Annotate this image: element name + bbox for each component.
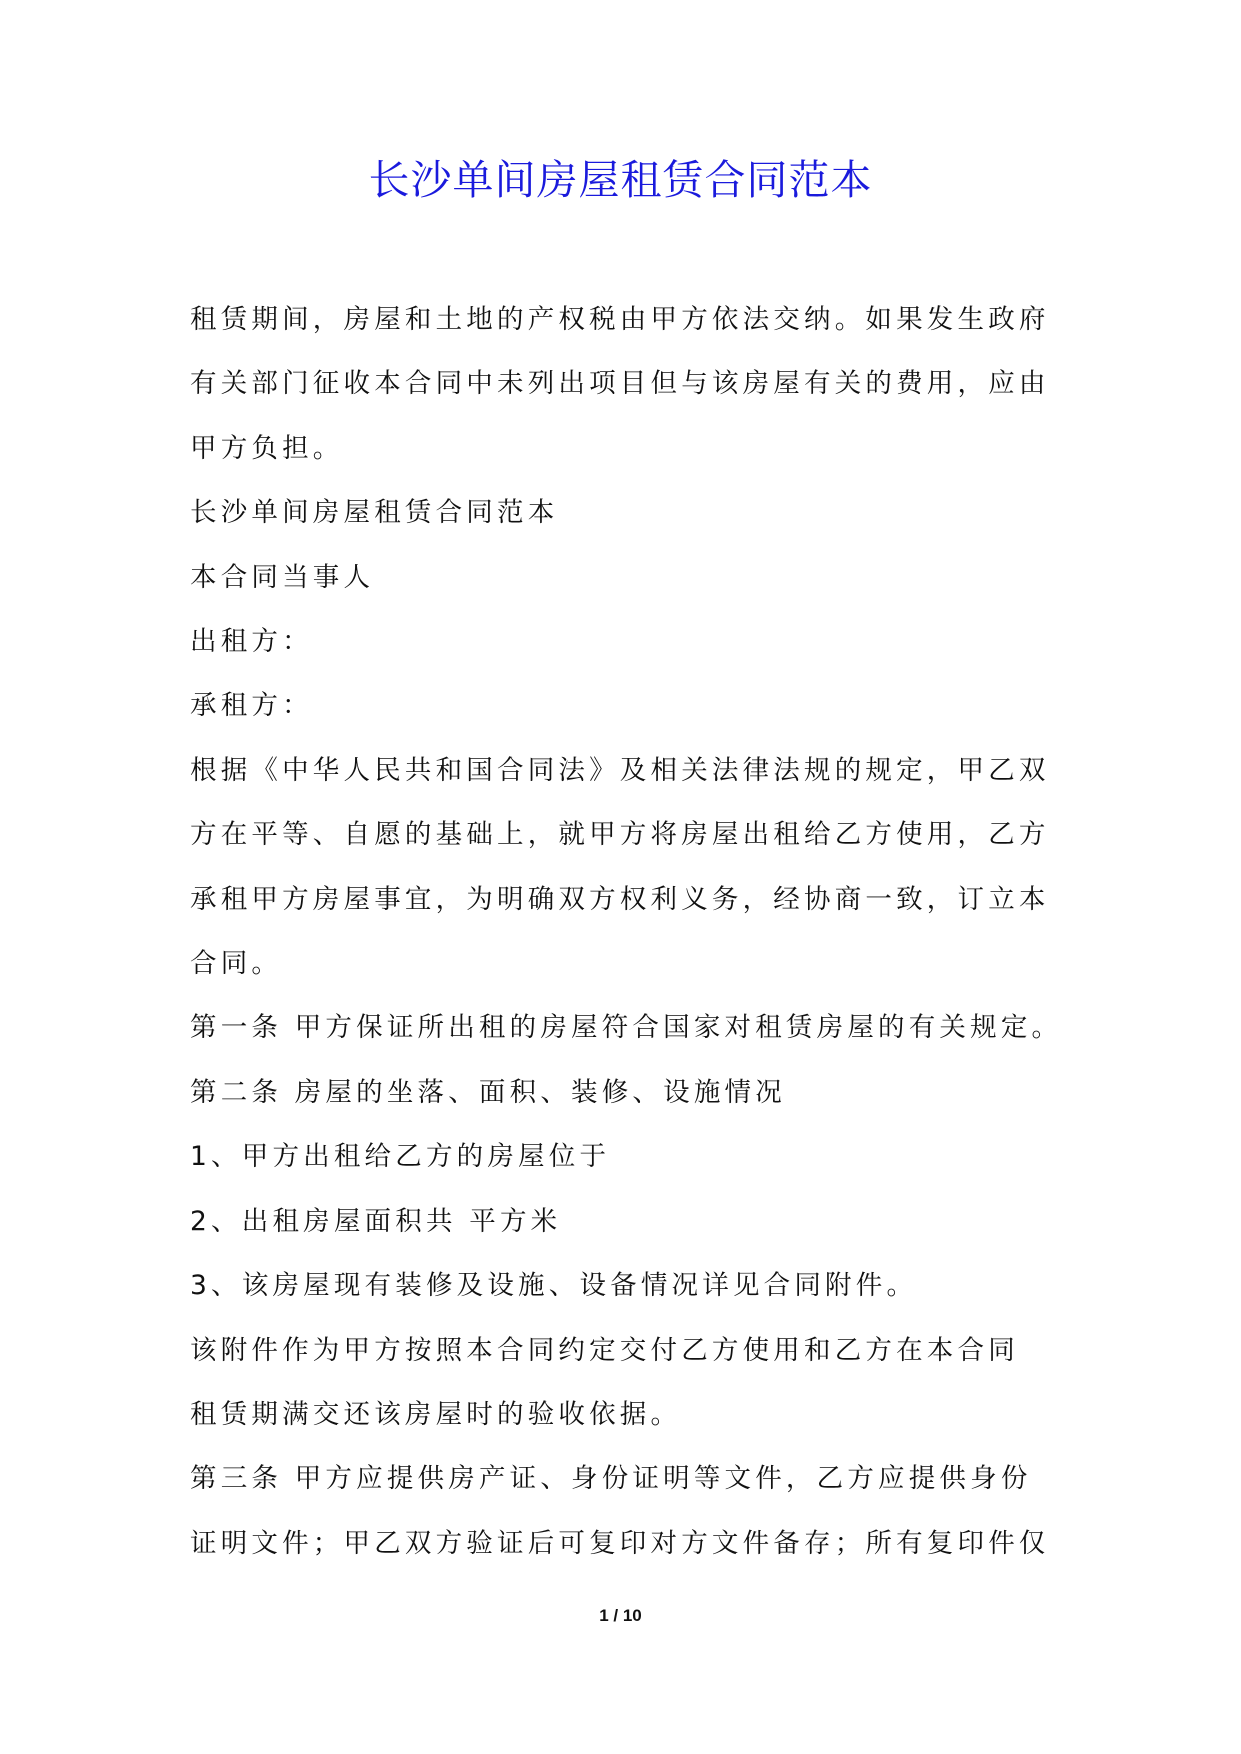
body-line: 出租方：	[190, 626, 313, 658]
document-body	[190, 288, 1070, 1576]
body-line: 甲方负担。	[190, 432, 344, 464]
body-line: 长沙单间房屋租赁合同范本	[190, 497, 559, 529]
body-line: 承租方：	[190, 690, 313, 722]
body-line: 第二条 房屋的坐落、面积、装修、设施情况	[190, 1076, 786, 1108]
body-line: 第三条 甲方应提供房产证、身份证明等文件，乙方应提供身份	[190, 1463, 1032, 1495]
body-line: 本合同当事人	[190, 561, 375, 593]
body-line: 有关部门征收本合同中未列出项目但与该房屋有关的费用，应由	[190, 368, 1050, 400]
document-title: 长沙单间房屋租赁合同范本	[368, 156, 873, 204]
page-number: 1 / 10	[599, 1606, 642, 1625]
body-line: 租赁期满交还该房屋时的验收依据。	[190, 1398, 682, 1430]
body-line: 1、甲方出租给乙方的房屋位于	[190, 1141, 611, 1173]
body-line: 合同。	[190, 948, 283, 980]
body-line: 方在平等、自愿的基础上，就甲方将房屋出租给乙方使用，乙方	[190, 819, 1050, 851]
body-line: 根据《中华人民共和国合同法》及相关法律法规的规定，甲乙双	[190, 754, 1050, 786]
body-line: 该附件作为甲方按照本合同约定交付乙方使用和乙方在本合同	[190, 1334, 1019, 1366]
body-line: 证明文件；甲乙双方验证后可复印对方文件备存；所有复印件仅	[190, 1527, 1050, 1559]
body-line: 承租甲方房屋事宜，为明确双方权利义务，经协商一致，订立本	[190, 883, 1050, 915]
body-line: 第一条 甲方保证所出租的房屋符合国家对租赁房屋的有关规定。	[190, 1012, 1063, 1044]
body-line: 租赁期间，房屋和土地的产权税由甲方依法交纳。如果发生政府	[190, 304, 1050, 335]
body-line: 3、该房屋现有装修及设施、设备情况详见合同附件。	[190, 1270, 918, 1302]
body-line: 2、出租房屋面积共 平方米	[190, 1205, 562, 1237]
